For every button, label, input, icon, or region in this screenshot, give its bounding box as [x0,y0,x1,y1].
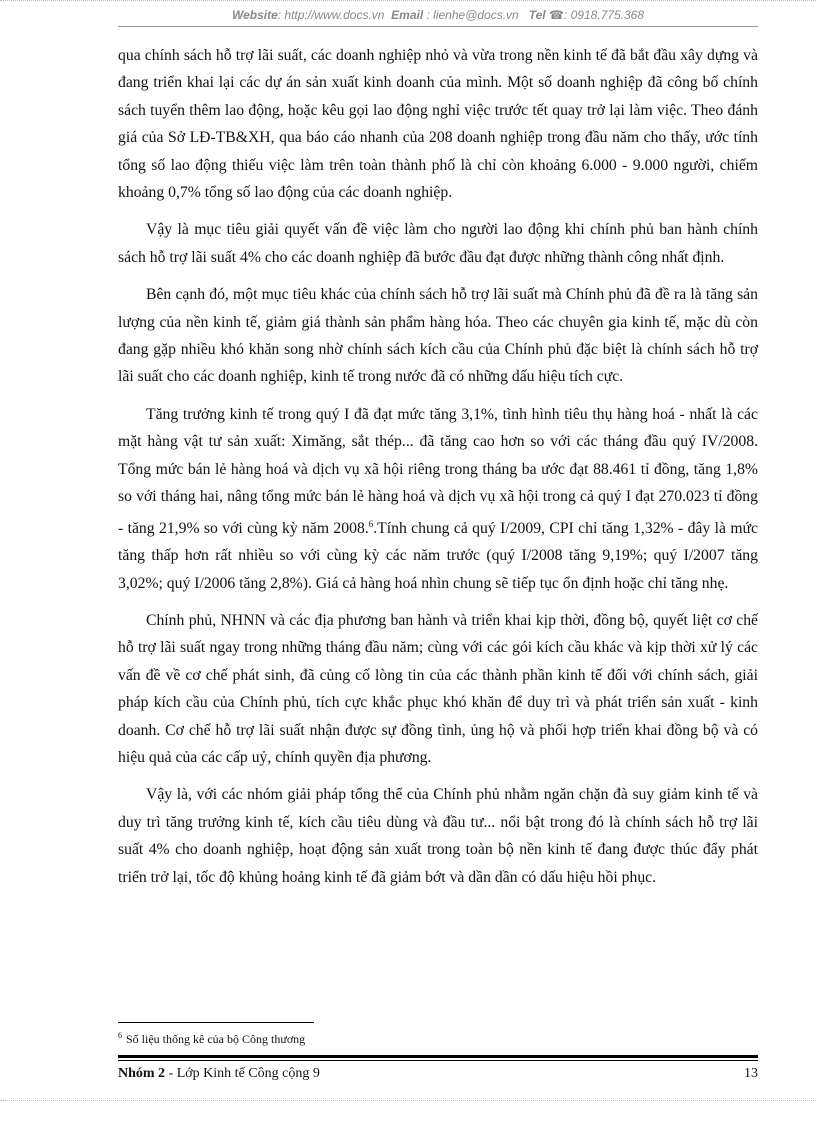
paragraph-3: Bên cạnh đó, một mục tiêu khác của chính sách hỗ trợ lãi suất mà Chính phủ đã đề ra là tăng sản lượng của nền kinh tế, giảm giá thành sản phẩm hàng hóa. Theo các chuyên gia kinh tế, mặc dù còn đang gặp nhiều khó khăn song nhờ chính sách kích cầu của Chính phủ đặc biệt là chính sách hỗ trợ lãi suất cho các doanh nghiệp, kinh tế trong nước đã có những dấu hiệu tích cực. [118,286,758,386]
paragraph-2: Vậy là mục tiêu giải quyết vấn đề việc làm cho người lao động khi chính phủ ban hành chính sách hỗ trợ lãi suất 4% cho các doanh nghiệp đã bước đầu đạt được những thành công nhất định. [118,221,758,266]
footer-rule-thick [118,1055,758,1058]
footer-rule-thin [118,1060,758,1061]
site-header [118,8,758,22]
page-bottom-border [0,1100,816,1101]
document-body [118,42,758,901]
email-address[interactable]: : lienhe@docs.vn [426,8,519,22]
email-label: Email [391,8,424,22]
page-number: 13 [744,1066,758,1081]
website-url[interactable]: : http://www.docs.vn [277,8,385,22]
paragraph-1: qua chính sách hỗ trợ lãi suất, các doanh nghiệp nhỏ và vừa trong nền kinh tế đã bắt đầu xây dựng và đang triển khai lại các dự án sản xuất kinh doanh của mình. Một số doanh nghiệp đã công bố chính sách tuyển thêm lao động, hoặc kêu gọi lao động nghỉ việc trước tết quay trở lại làm việc. Theo đánh giá của Sở LĐ-TB&XH, qua báo cáo nhanh của 208 doanh nghiệp trong đầu năm cho thấy, ước tính tổng số lao động thiếu việc làm trên toàn thành phố là chỉ còn khoảng 6.000 - 9.000 người, chiếm khoảng 0,7% tổng số lao động của các doanh nghiệp. [118,47,758,202]
tel-label: Tel [528,8,546,22]
website-label: Website [231,8,278,22]
paragraph-5: Chính phủ, NHNN và các địa phương ban hành và triển khai kịp thời, đồng bộ, quyết liệt cơ chế hỗ trợ lãi suất ngay trong những tháng đầu năm; cùng với các gói kích cầu khác và kịp thời xử lý các vấn đề về cơ chế phát sinh, đã củng cố lòng tin của các thành phần kinh tế đối với chính sách, giải pháp kích cầu của Chính phủ, tích cực khắc phục khó khăn để duy trì và phát triển sản xuất - kinh doanh. Cơ chế hỗ trợ lãi suất nhận được sự đồng tình, ủng hộ và phối hợp triển khai đồng bộ và có hiệu quả của các cấp uỷ, chính quyền địa phương. [118,611,758,766]
footer-group-info [118,1066,320,1082]
paragraph-6: Vậy là, với các nhóm giải pháp tổng thể của Chính phủ nhằm ngăn chặn đà suy giảm kinh tế và duy trì tăng trưởng kinh tế, kích cầu tiêu dùng và đầu tư... nổi bật trong đó là chính sách hỗ trợ lãi suất 4% cho doanh nghiệp, hoạt động sản xuất trong toàn bộ nền kinh tế đang được thúc đẩy phát triển trở lại, tốc độ khủng hoảng kinh tế đã giảm bớt và dần dần có dấu hiệu hồi phục. [118,786,758,886]
footnote [118,1031,758,1047]
footnote-number: 6 [118,1031,122,1040]
page-top-border [0,0,816,1]
tel-number: : 0918.775.368 [563,8,645,22]
footer-class: - Lớp Kinh tế Công cộng 9 [165,1066,320,1081]
header-rule [118,26,758,27]
page-footer [118,1066,758,1082]
footnote-reference[interactable]: 6 [368,518,374,529]
footnote-text: Số liệu thống kê của bộ Công thương [126,1032,306,1046]
paragraph-4 [118,401,758,597]
footnote-separator [118,1022,314,1023]
paragraph-4-part-2: .Tính chung cả quý I/2009, CPI chỉ tăng 1,32% - đây là mức tăng thấp hơn rất nhiều so với cùng kỳ các năm trước (quý I/2008 tăng 9,19%; quý I/2007 tăng 3,02%; quý I/2006 tăng 2,8%). Giá cả hàng hoá nhìn chung sẽ tiếp tục ổn định hoặc chỉ tăng nhẹ. [118,519,758,592]
phone-icon: ☎ [549,8,564,22]
paragraph-4-part-1: Tăng trưởng kinh tế trong quý I đã đạt mức tăng 3,1%, tình hình tiêu thụ hàng hoá - nhất là các mặt hàng vật tư sản xuất: Ximăng, sắt thép... đã tăng cao hơn so với các tháng đầu quý IV/2008. Tổng mức bán lẻ hàng hoá và dịch vụ xã hội riêng trong tháng ba ước đạt 88.461 tỉ đồng, tăng 1,8% so với tháng hai, nâng tổng mức bán lẻ hàng hoá và dịch vụ xã hội trong cả quý I đạt 270.023 tỉ đồng - tăng 21,9% so với cùng kỳ năm 2008. [118,405,758,537]
footer-group: Nhóm 2 [118,1066,166,1081]
